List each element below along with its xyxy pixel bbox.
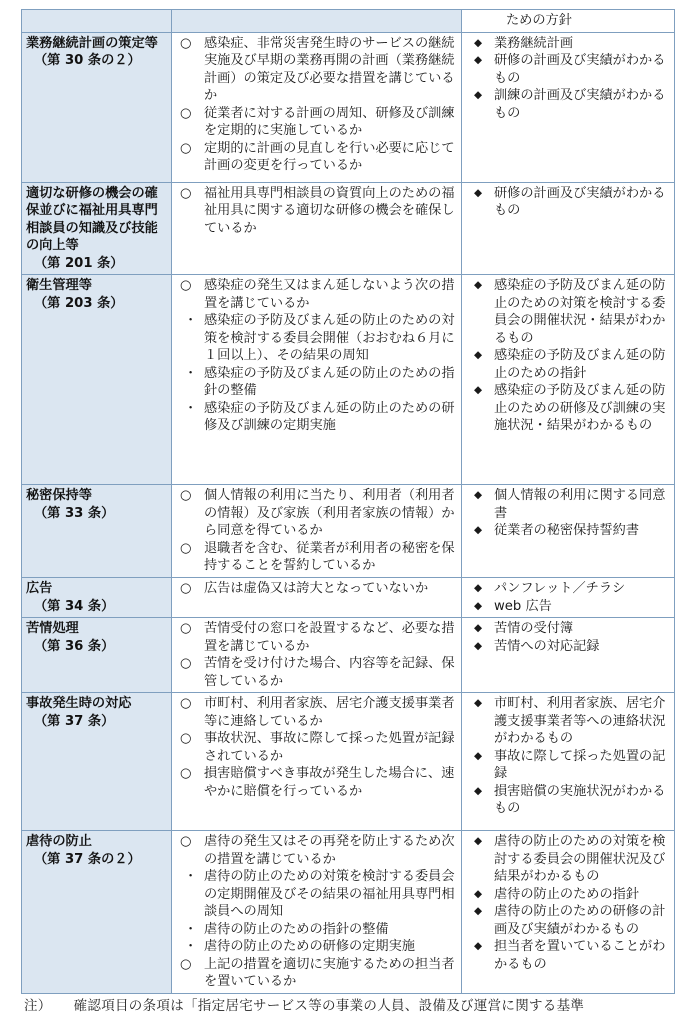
table-row bbox=[22, 32, 675, 182]
document-item bbox=[466, 185, 670, 220]
check-item bbox=[176, 956, 457, 991]
document-item bbox=[466, 347, 670, 382]
document-item-text: 損害賠償の実施状況がわかるもの bbox=[494, 783, 666, 816]
check-item bbox=[176, 938, 457, 956]
check-item-text: 市町村、利用者家族、居宅介護支援事業者等に連絡しているか bbox=[204, 696, 455, 729]
document-item bbox=[466, 620, 670, 638]
check-items-cell-list bbox=[176, 35, 457, 175]
diamond-bullet-icon: ◆ bbox=[474, 279, 483, 291]
check-items-cell bbox=[172, 578, 462, 618]
diamond-bullet-icon: ◆ bbox=[474, 599, 483, 612]
check-item bbox=[176, 695, 457, 730]
footnote-text: 確認項目の条項は「指定居宅サービス等の事業の人員、設備及び運営に関する基準 bbox=[73, 998, 585, 1014]
check-item bbox=[176, 365, 457, 400]
check-item-text: 感染症の予防及びまん延の防止のための指針の整備 bbox=[204, 365, 455, 398]
check-items-cell bbox=[172, 32, 462, 182]
diamond-bullet-icon: ◆ bbox=[474, 784, 483, 797]
dot-bullet-icon: ・ bbox=[184, 365, 198, 381]
diamond-bullet-icon: ◆ bbox=[474, 349, 483, 361]
check-items-cell bbox=[172, 831, 462, 994]
documents-cell-list bbox=[466, 277, 670, 435]
diamond-bullet-icon: ◆ bbox=[474, 54, 483, 66]
article-reference: （第 34 条） bbox=[34, 598, 115, 614]
check-item-text: 感染症の予防及びまん延の防止のための対策を検討する委員会開催（おおむね６月に１回以上）、その結果の周知 bbox=[204, 313, 455, 363]
document-item-text: 感染症の予防及びまん延の防止のための研修及び訓練の実施状況・結果がわかるもの bbox=[494, 383, 666, 433]
table-row bbox=[22, 831, 675, 994]
circle-bullet-icon: ○ bbox=[180, 581, 192, 596]
document-item-text: 個人情報の利用に関する同意書 bbox=[494, 488, 666, 521]
check-item bbox=[176, 833, 457, 868]
footnote bbox=[24, 994, 584, 1014]
check-item bbox=[176, 655, 457, 690]
circle-bullet-icon: ○ bbox=[180, 766, 192, 781]
dot-bullet-icon: ・ bbox=[184, 400, 198, 416]
document-item-text: 虐待の防止のための指針 bbox=[494, 886, 640, 902]
circle-bullet-icon: ○ bbox=[180, 540, 192, 556]
document-item-text: web 広告 bbox=[494, 598, 552, 614]
document-item-text: 事故に際して採った処置の記録 bbox=[494, 748, 666, 781]
document-item-text: 業務継続計画 bbox=[494, 35, 574, 51]
article-reference: （第 30 条の２） bbox=[34, 53, 141, 68]
dot-bullet-icon: ・ bbox=[184, 939, 198, 954]
documents-cell bbox=[462, 485, 675, 578]
check-items-cell bbox=[172, 275, 462, 485]
check-item-text: 感染症、非常災害発生時のサービスの継続実施及び早期の業務再開の計画（業務継続計画）の策定及び必要な措置を講じているか bbox=[204, 35, 455, 103]
document-item bbox=[466, 903, 670, 938]
circle-bullet-icon: ○ bbox=[180, 488, 192, 503]
check-item-text: 定期的に計画の見直しを行い必要に応じて計画の変更を行っているか bbox=[204, 140, 455, 173]
check-item-text: 広告は虚偽又は誇大となっていないか bbox=[204, 581, 429, 596]
document-item-text: 感染症の予防及びまん延の防止のための指針 bbox=[494, 348, 666, 381]
diamond-bullet-icon: ◆ bbox=[474, 186, 483, 199]
header-cell-docs: ための方針 bbox=[462, 10, 675, 33]
check-item bbox=[176, 312, 457, 365]
document-item bbox=[466, 598, 670, 616]
documents-cell-list bbox=[466, 35, 670, 123]
check-item bbox=[176, 140, 457, 175]
check-item bbox=[176, 921, 457, 939]
document-item bbox=[466, 938, 670, 973]
check-items-cell-list bbox=[176, 185, 457, 238]
check-items-cell bbox=[172, 618, 462, 693]
document-item-text: 担当者を置いていることがわかるもの bbox=[494, 939, 666, 972]
category-cell bbox=[22, 618, 172, 693]
check-items-cell-list bbox=[176, 487, 457, 575]
table-row bbox=[22, 618, 675, 693]
table-row bbox=[22, 182, 675, 275]
diamond-bullet-icon: ◆ bbox=[474, 622, 483, 634]
check-item-text: 感染症の予防及びまん延の防止のための研修及び訓練の定期実施 bbox=[204, 400, 455, 433]
check-item bbox=[176, 277, 457, 312]
category-title: 事故発生時の対応 bbox=[26, 696, 132, 711]
category-title: 広告 bbox=[26, 581, 53, 596]
article-reference: （第 37 条） bbox=[34, 713, 115, 729]
check-items-cell-list bbox=[176, 277, 457, 435]
circle-bullet-icon: ○ bbox=[180, 656, 192, 671]
diamond-bullet-icon: ◆ bbox=[474, 524, 483, 536]
documents-cell bbox=[462, 693, 675, 831]
check-item bbox=[176, 487, 457, 540]
header-cell-category bbox=[22, 10, 172, 33]
check-item-text: 従業者に対する計画の周知、研修及び訓練を定期的に実施しているか bbox=[204, 105, 455, 138]
document-item bbox=[466, 580, 670, 598]
documents-cell-list bbox=[466, 580, 670, 615]
check-item-text: 虐待の防止のための研修の定期実施 bbox=[204, 939, 415, 954]
documents-cell-list bbox=[466, 487, 670, 540]
circle-bullet-icon: ○ bbox=[180, 956, 192, 972]
document-item bbox=[466, 748, 670, 783]
circle-bullet-icon: ○ bbox=[180, 185, 192, 201]
document-item-text: 従業者の秘密保持誓約書 bbox=[494, 523, 640, 538]
table-row bbox=[22, 485, 675, 578]
category-title: 業務継続計画の策定等 bbox=[26, 35, 158, 51]
diamond-bullet-icon: ◆ bbox=[474, 89, 483, 101]
document-item bbox=[466, 35, 670, 53]
check-item-text: 上記の措置を適切に実施するための担当者を置いているか bbox=[204, 956, 455, 989]
document-item-text: パンフレット／チラシ bbox=[494, 581, 626, 596]
circle-bullet-icon: ○ bbox=[180, 140, 192, 156]
check-item-text: 福祉用具専門相談員の資質向上のための福祉用具に関する適切な研修の機会を確保しているか bbox=[204, 185, 455, 236]
check-item bbox=[176, 35, 457, 105]
category-title: 秘密保持等 bbox=[26, 488, 92, 503]
category-cell bbox=[22, 578, 172, 618]
category-cell bbox=[22, 693, 172, 831]
table-row bbox=[22, 693, 675, 831]
circle-bullet-icon: ○ bbox=[180, 278, 192, 293]
diamond-bullet-icon: ◆ bbox=[474, 940, 483, 952]
document-item bbox=[466, 52, 670, 87]
check-items-cell-list bbox=[176, 580, 457, 598]
check-item bbox=[176, 185, 457, 238]
documents-cell-list bbox=[466, 833, 670, 973]
category-cell bbox=[22, 32, 172, 182]
check-item bbox=[176, 765, 457, 800]
check-item-text: 事故状況、事故に際して採った処置が記録されているか bbox=[204, 731, 455, 764]
document-item bbox=[466, 522, 670, 540]
dot-bullet-icon: ・ bbox=[184, 921, 198, 937]
circle-bullet-icon: ○ bbox=[180, 834, 192, 849]
diamond-bullet-icon: ◆ bbox=[474, 887, 483, 900]
circle-bullet-icon: ○ bbox=[180, 621, 192, 636]
document-item bbox=[466, 783, 670, 818]
category-title: 苦情処理 bbox=[26, 621, 79, 636]
document-item-text: 虐待の防止のための研修の計画及び実績がわかるもの bbox=[494, 904, 666, 937]
document-item bbox=[466, 382, 670, 435]
article-reference: （第 201 条） bbox=[34, 255, 124, 271]
check-items-cell-list bbox=[176, 833, 457, 991]
document-item-text: 苦情の受付簿 bbox=[494, 621, 574, 636]
diamond-bullet-icon: ◆ bbox=[474, 697, 483, 709]
article-reference: （第 203 条） bbox=[34, 295, 124, 311]
category-cell bbox=[22, 275, 172, 485]
footnote-label: 注） bbox=[24, 998, 52, 1014]
diamond-bullet-icon: ◆ bbox=[474, 36, 483, 49]
check-item-text: 損害賠償すべき事故が発生した場合に、速やかに賠償を行っているか bbox=[204, 766, 455, 799]
dot-bullet-icon: ・ bbox=[184, 313, 198, 328]
circle-bullet-icon: ○ bbox=[180, 696, 192, 711]
check-item bbox=[176, 868, 457, 921]
diamond-bullet-icon: ◆ bbox=[474, 639, 483, 652]
document-item bbox=[466, 833, 670, 886]
diamond-bullet-icon: ◆ bbox=[474, 489, 483, 501]
check-items-cell bbox=[172, 182, 462, 275]
document-item bbox=[466, 87, 670, 122]
category-title: 衛生管理等 bbox=[26, 278, 92, 293]
check-item bbox=[176, 105, 457, 140]
header-row bbox=[22, 10, 675, 33]
document-item bbox=[466, 886, 670, 904]
article-reference: （第 37 条の２） bbox=[34, 851, 141, 867]
table-row bbox=[22, 275, 675, 485]
check-items-cell bbox=[172, 693, 462, 831]
document-item-text: 苦情への対応記録 bbox=[494, 638, 600, 654]
diamond-bullet-icon: ◆ bbox=[474, 905, 483, 917]
diamond-bullet-icon: ◆ bbox=[474, 384, 483, 396]
check-items-cell-list bbox=[176, 695, 457, 800]
circle-bullet-icon: ○ bbox=[180, 105, 192, 121]
category-cell bbox=[22, 485, 172, 578]
documents-cell bbox=[462, 275, 675, 485]
circle-bullet-icon: ○ bbox=[180, 731, 192, 746]
check-item-text: 感染症の発生又はまん延しないよう次の措置を講じているか bbox=[204, 278, 455, 311]
document-item-text: 市町村、利用者家族、居宅介護支援事業者等への連絡状況がわかるもの bbox=[494, 696, 666, 746]
category-title: 適切な研修の機会の確保並びに福祉用具専門相談員の知識及び技能の向上等 bbox=[26, 185, 158, 253]
category-cell bbox=[22, 831, 172, 994]
diamond-bullet-icon: ◆ bbox=[474, 835, 483, 847]
check-item-text: 個人情報の利用に当たり、利用者（利用者の情報）及び家族（利用者家族の情報）から同意を得ているか bbox=[204, 488, 455, 538]
documents-cell-list bbox=[466, 620, 670, 655]
documents-cell bbox=[462, 618, 675, 693]
check-item bbox=[176, 730, 457, 765]
article-reference: （第 33 条） bbox=[34, 505, 115, 521]
check-item-text: 退職者を含む、従業者が利用者の秘密を保持することを誓約しているか bbox=[204, 540, 455, 573]
category-title: 虐待の防止 bbox=[26, 834, 92, 849]
documents-cell bbox=[462, 32, 675, 182]
document-item-text: 感染症の予防及びまん延の防止のための対策を検討する委員会の開催状況・結果がわかるもの bbox=[494, 278, 666, 346]
document-item-text: 虐待の防止のための対策を検討する委員会の開催状況及び結果がわかるもの bbox=[494, 834, 666, 884]
documents-cell-list bbox=[466, 185, 670, 220]
document-item bbox=[466, 277, 670, 347]
diamond-bullet-icon: ◆ bbox=[474, 749, 483, 762]
header-cell-items bbox=[172, 10, 462, 33]
check-item-text: 苦情を受け付けた場合、内容等を記録、保管しているか bbox=[204, 656, 455, 689]
inspection-table bbox=[21, 9, 675, 994]
diamond-bullet-icon: ◆ bbox=[474, 582, 483, 594]
documents-cell bbox=[462, 578, 675, 618]
check-item-text: 虐待の発生又はその再発を防止するため次の措置を講じているか bbox=[204, 834, 455, 867]
table-row bbox=[22, 578, 675, 618]
check-item-text: 虐待の防止のための指針の整備 bbox=[204, 921, 389, 937]
check-items-cell-list bbox=[176, 620, 457, 690]
check-item bbox=[176, 580, 457, 598]
check-item bbox=[176, 540, 457, 575]
check-item bbox=[176, 620, 457, 655]
documents-cell bbox=[462, 182, 675, 275]
documents-cell bbox=[462, 831, 675, 994]
document-item-text: 訓練の計画及び実績がわかるもの bbox=[494, 88, 666, 121]
document-item bbox=[466, 695, 670, 748]
document-item-text: 研修の計画及び実績がわかるもの bbox=[494, 185, 666, 218]
check-item-text: 虐待の防止のための対策を検討する委員会の定期開催及びその結果の福祉用具専門相談員への周知 bbox=[204, 869, 455, 919]
article-reference: （第 36 条） bbox=[34, 638, 115, 654]
category-cell bbox=[22, 182, 172, 275]
document-item bbox=[466, 638, 670, 656]
dot-bullet-icon: ・ bbox=[184, 869, 198, 884]
document-item-text: 研修の計画及び実績がわかるもの bbox=[494, 53, 666, 86]
circle-bullet-icon: ○ bbox=[180, 35, 192, 51]
check-item-text: 苦情受付の窓口を設置するなど、必要な措置を講じているか bbox=[204, 621, 455, 654]
document-item bbox=[466, 487, 670, 522]
check-items-cell bbox=[172, 485, 462, 578]
documents-cell-list bbox=[466, 695, 670, 818]
check-item bbox=[176, 400, 457, 435]
